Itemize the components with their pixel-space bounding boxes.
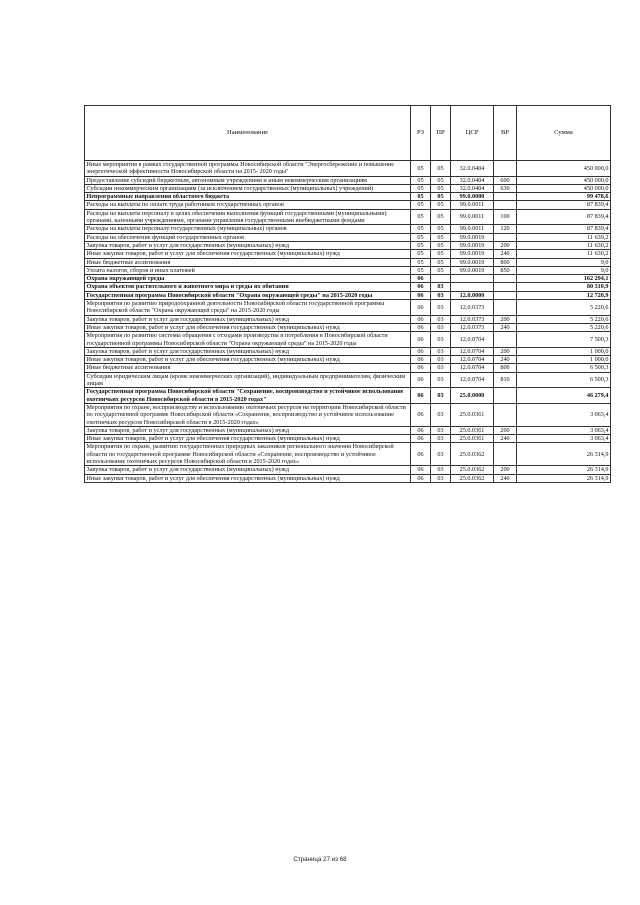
cell-name: Иные мероприятия в рамках государственной программы Новосибирской области "Энергосбережение и повышение энергетической эффективности Новосибирской области на 2015- 2020 годы" (85, 161, 411, 177)
cell-rz: 06 (411, 443, 431, 466)
cell-rz: 05 (411, 225, 431, 233)
cell-rz: 05 (411, 193, 431, 201)
cell-pr: 03 (431, 466, 451, 474)
cell-name: Мероприятия по развитию природоохранной деятельности Новосибирской области государственной программы Новосибирской области "Охрана окружающей среды" на 2015-2020 годы (85, 300, 411, 316)
cell-sum: 6 500,3 (517, 372, 611, 388)
cell-sum: 162 294,1 (517, 275, 611, 283)
table-row (85, 161, 611, 177)
cell-vr (494, 300, 517, 316)
cell-vr: 200 (494, 426, 517, 434)
cell-sum: 5 220,6 (517, 323, 611, 331)
cell-vr: 630 (494, 184, 517, 192)
cell-sum: 26 314,9 (517, 466, 611, 474)
cell-csr: 25.0.0000 (451, 388, 494, 404)
cell-rz: 06 (411, 275, 431, 283)
cell-sum: 11 639,2 (517, 233, 611, 241)
header-rz: РЗ (411, 106, 431, 161)
header-sum: Сумма (517, 106, 611, 161)
cell-pr: 05 (431, 184, 451, 192)
cell-sum: 450 000,0 (517, 176, 611, 184)
cell-csr: 25.0.0362 (451, 443, 494, 466)
cell-vr: 240 (494, 474, 517, 482)
cell-pr (431, 275, 451, 283)
cell-vr (494, 283, 517, 291)
table-row (85, 201, 611, 209)
cell-name: Субсидии юридическим лицам (кроме некоммерческих организаций), индивидуальным предпринимателям, физическим лицам (85, 372, 411, 388)
cell-rz: 05 (411, 161, 431, 177)
cell-rz: 06 (411, 323, 431, 331)
cell-csr (451, 275, 494, 283)
cell-pr: 03 (431, 474, 451, 482)
cell-csr: 12.0.0704 (451, 364, 494, 372)
cell-name: Расходы на выплаты по оплате труда работников государственных органов (85, 201, 411, 209)
cell-name: Иные закупки товаров, работ и услуг для обеспечения государственных (муниципальных) нужд (85, 435, 411, 443)
cell-rz: 06 (411, 388, 431, 404)
table-row (85, 300, 611, 316)
cell-vr: 240 (494, 435, 517, 443)
cell-vr (494, 443, 517, 466)
cell-vr: 240 (494, 323, 517, 331)
table-row (85, 426, 611, 434)
cell-vr (494, 161, 517, 177)
table-row (85, 388, 611, 404)
cell-name: Субсидии некоммерческим организациям (за исключением государственных (муниципальных) учреждений) (85, 184, 411, 192)
cell-csr: 32.0.0404 (451, 176, 494, 184)
cell-pr: 03 (431, 347, 451, 355)
cell-csr: 99.0.0019 (451, 233, 494, 241)
cell-csr: 12.0.0373 (451, 323, 494, 331)
cell-sum: 5 220,6 (517, 315, 611, 323)
cell-name: Закупка товаров, работ и услуг для государственных (муниципальных) нужд (85, 241, 411, 249)
cell-csr: 12.0.0704 (451, 356, 494, 364)
cell-pr: 05 (431, 250, 451, 258)
cell-csr: 99.0.0019 (451, 266, 494, 274)
cell-sum: 11 630,2 (517, 241, 611, 249)
cell-pr: 05 (431, 201, 451, 209)
cell-vr: 200 (494, 347, 517, 355)
cell-rz: 05 (411, 209, 431, 225)
cell-vr: 200 (494, 315, 517, 323)
cell-vr: 800 (494, 364, 517, 372)
cell-sum: 450 000,0 (517, 184, 611, 192)
table-row (85, 176, 611, 184)
cell-csr: 99.0.0019 (451, 258, 494, 266)
cell-name: Уплата налогов, сборов и иных платежей (85, 266, 411, 274)
table-row (85, 332, 611, 348)
cell-rz: 06 (411, 315, 431, 323)
cell-sum: 3 063,4 (517, 426, 611, 434)
cell-vr (494, 193, 517, 201)
cell-pr: 03 (431, 291, 451, 299)
table-row (85, 275, 611, 283)
cell-rz: 06 (411, 372, 431, 388)
cell-pr: 03 (431, 372, 451, 388)
cell-name: Закупка товаров, работ и услуг для государственных (муниципальных) нужд (85, 347, 411, 355)
cell-vr: 600 (494, 176, 517, 184)
cell-csr: 12.0.0373 (451, 315, 494, 323)
cell-csr: 99.0.0011 (451, 209, 494, 225)
cell-csr: 25.0.0361 (451, 403, 494, 426)
cell-csr: 25.0.0361 (451, 426, 494, 434)
cell-name: Предоставление субсидий бюджетным, автономным учреждениям и иным некоммерческим организациям (85, 176, 411, 184)
table-row (85, 466, 611, 474)
cell-rz: 05 (411, 233, 431, 241)
table-row (85, 356, 611, 364)
table-row (85, 315, 611, 323)
cell-sum: 7 500,3 (517, 332, 611, 348)
cell-rz: 06 (411, 300, 431, 316)
cell-rz: 06 (411, 356, 431, 364)
cell-name: Охрана окружающей среды (85, 275, 411, 283)
cell-rz: 06 (411, 466, 431, 474)
cell-csr: 99.0.0019 (451, 241, 494, 249)
cell-sum: 12 720,9 (517, 291, 611, 299)
cell-name: Иные закупки товаров, работ и услуг для обеспечения государственных (муниципальных) нужд (85, 356, 411, 364)
cell-csr: 12.0.0373 (451, 300, 494, 316)
cell-pr: 05 (431, 266, 451, 274)
cell-vr (494, 233, 517, 241)
cell-name: Иные бюджетные ассигнования (85, 364, 411, 372)
cell-sum: 87 839,4 (517, 201, 611, 209)
cell-rz: 06 (411, 474, 431, 482)
cell-sum: 87 839,4 (517, 209, 611, 225)
cell-rz: 05 (411, 176, 431, 184)
table-row (85, 364, 611, 372)
cell-csr: 99.0.0011 (451, 201, 494, 209)
cell-pr: 05 (431, 161, 451, 177)
cell-rz: 06 (411, 403, 431, 426)
cell-pr: 05 (431, 209, 451, 225)
cell-vr (494, 388, 517, 404)
cell-sum: 26 314,9 (517, 443, 611, 466)
cell-rz: 05 (411, 258, 431, 266)
cell-name: Закупка товаров, работ и услуг для государственных (муниципальных) нужд (85, 466, 411, 474)
cell-vr: 200 (494, 466, 517, 474)
cell-name: Закупка товаров, работ и услуг для государственных (муниципальных) нужд (85, 426, 411, 434)
cell-vr: 800 (494, 258, 517, 266)
cell-pr: 03 (431, 332, 451, 348)
cell-pr: 05 (431, 176, 451, 184)
table-row (85, 241, 611, 249)
cell-csr: 99.0.0011 (451, 225, 494, 233)
cell-pr: 03 (431, 403, 451, 426)
cell-sum: 26 314,9 (517, 474, 611, 482)
cell-name: Мероприятия по охране, воспроизводству и использованию охотничьих ресурсов на территории Новосибирской области по государственной программе Новосибирской области «Сохранение, воспроизводство и устойчивое использование охотничьих ресурсов Новосибирской области в 2015-2020 годах» (85, 403, 411, 426)
table-row (85, 233, 611, 241)
cell-vr: 120 (494, 225, 517, 233)
cell-vr: 200 (494, 241, 517, 249)
cell-csr: 99.0.0019 (451, 250, 494, 258)
table-row (85, 258, 611, 266)
cell-name: Охрана объектов растительного и животного мира и среды их обитания (85, 283, 411, 291)
cell-vr (494, 275, 517, 283)
table-row (85, 474, 611, 482)
cell-pr: 03 (431, 435, 451, 443)
table-row (85, 266, 611, 274)
cell-pr: 05 (431, 225, 451, 233)
cell-rz: 05 (411, 266, 431, 274)
cell-csr: 99.0.0000 (451, 193, 494, 201)
cell-sum: 80 310,9 (517, 283, 611, 291)
cell-sum: 87 839,4 (517, 225, 611, 233)
cell-vr: 240 (494, 250, 517, 258)
table-row (85, 443, 611, 466)
table-row (85, 323, 611, 331)
cell-csr: 32.0.0404 (451, 184, 494, 192)
header-name: Наименование (85, 106, 411, 161)
cell-csr: 12.0.0704 (451, 332, 494, 348)
cell-rz: 06 (411, 435, 431, 443)
table-row (85, 403, 611, 426)
cell-vr: 100 (494, 209, 517, 225)
cell-name: Непрограммные направления областного бюджета (85, 193, 411, 201)
cell-sum: 3 063,4 (517, 435, 611, 443)
cell-pr: 03 (431, 364, 451, 372)
cell-csr: 25.0.0362 (451, 466, 494, 474)
cell-name: Иные закупки товаров, работ и услуг для обеспечения государственных (муниципальных) нужд (85, 323, 411, 331)
cell-sum: 9,0 (517, 258, 611, 266)
cell-name: Расходы на выплаты персоналу государственных (муниципальных) органов (85, 225, 411, 233)
cell-pr: 03 (431, 300, 451, 316)
table-row (85, 184, 611, 192)
table-row (85, 209, 611, 225)
cell-rz: 06 (411, 364, 431, 372)
cell-name: Иные бюджетные ассигнования (85, 258, 411, 266)
cell-sum: 1 000,0 (517, 356, 611, 364)
cell-vr (494, 332, 517, 348)
table-body (85, 161, 611, 483)
cell-pr: 03 (431, 426, 451, 434)
table-row (85, 372, 611, 388)
cell-csr: 32.0.0404 (451, 161, 494, 177)
cell-name: Государственная программа Новосибирской области "Сохранение, воспроизводство и устойчивое использование охотничьих ресурсов Новосибирской области в 2015-2020 годах" (85, 388, 411, 404)
table-row (85, 193, 611, 201)
cell-sum: 9,0 (517, 266, 611, 274)
cell-csr: 12.0.0704 (451, 347, 494, 355)
cell-sum: 46 279,4 (517, 388, 611, 404)
header-pr: ПР (431, 106, 451, 161)
table-row (85, 225, 611, 233)
cell-name: Государственная программа Новосибирской области "Охрана окружающей среды" на 2015-2020 годы (85, 291, 411, 299)
cell-rz: 05 (411, 201, 431, 209)
cell-pr: 03 (431, 283, 451, 291)
cell-csr: 25.0.0361 (451, 435, 494, 443)
cell-pr: 03 (431, 388, 451, 404)
cell-pr: 05 (431, 193, 451, 201)
cell-sum: 450 000,0 (517, 161, 611, 177)
cell-pr: 05 (431, 258, 451, 266)
cell-pr: 03 (431, 323, 451, 331)
cell-pr: 05 (431, 241, 451, 249)
cell-sum: 5 220,6 (517, 300, 611, 316)
cell-vr (494, 403, 517, 426)
cell-name: Мероприятия по развитию системы обращения с отходами производства и потребления в Новосибирской области государственной программы Новосибирской области "Охрана окружающей среды" на 2015-2020 годы (85, 332, 411, 348)
cell-rz: 06 (411, 347, 431, 355)
cell-vr: 810 (494, 372, 517, 388)
cell-pr: 03 (431, 356, 451, 364)
cell-csr: 12.0.0000 (451, 291, 494, 299)
cell-rz: 05 (411, 241, 431, 249)
cell-pr: 03 (431, 443, 451, 466)
table-header-row (85, 106, 611, 161)
page-number: Страница 27 из 68 (293, 856, 347, 863)
cell-vr (494, 201, 517, 209)
cell-name: Закупка товаров, работ и услуг для государственных (муниципальных) нужд (85, 315, 411, 323)
table-row (85, 347, 611, 355)
cell-rz: 05 (411, 250, 431, 258)
cell-csr: 12.0.0704 (451, 372, 494, 388)
cell-rz: 06 (411, 426, 431, 434)
cell-sum: 11 630,2 (517, 250, 611, 258)
cell-rz: 06 (411, 332, 431, 348)
cell-sum: 6 500,3 (517, 364, 611, 372)
cell-vr: 850 (494, 266, 517, 274)
cell-vr: 240 (494, 356, 517, 364)
cell-sum: 1 000,0 (517, 347, 611, 355)
header-csr: ЦСР (451, 106, 494, 161)
table-row (85, 435, 611, 443)
table-row (85, 291, 611, 299)
budget-table (84, 105, 611, 483)
cell-name: Расходы на обеспечение функций государственных органов (85, 233, 411, 241)
cell-rz: 05 (411, 184, 431, 192)
cell-name: Мероприятия по охране, развитию государственных природных заказников регионального значения Новосибирской области по государственной программе Новосибирской области «Сохранение, воспроизводство и устойчивое использование охотничьих ресурсов Новосибирской области в 2015-2020 годах» (85, 443, 411, 466)
cell-csr (451, 283, 494, 291)
cell-name: Иные закупки товаров, работ и услуг для обеспечения государственных (муниципальных) нужд (85, 250, 411, 258)
cell-pr: 03 (431, 315, 451, 323)
cell-sum: 99 478,6 (517, 193, 611, 201)
cell-csr: 25.0.0362 (451, 474, 494, 482)
cell-pr: 05 (431, 233, 451, 241)
cell-sum: 3 063,4 (517, 403, 611, 426)
header-vr: ВР (494, 106, 517, 161)
cell-name: Иные закупки товаров, работ и услуг для обеспечения государственных (муниципальных) нужд (85, 474, 411, 482)
cell-rz: 06 (411, 291, 431, 299)
cell-vr (494, 291, 517, 299)
cell-rz: 06 (411, 283, 431, 291)
cell-name: Расходы на выплаты персоналу в целях обеспечения выполнения функций государственными (муниципальными) органами, казенными учреждениями, органами управления государственными внебюджетными фондами (85, 209, 411, 225)
table-row (85, 250, 611, 258)
table-row (85, 283, 611, 291)
